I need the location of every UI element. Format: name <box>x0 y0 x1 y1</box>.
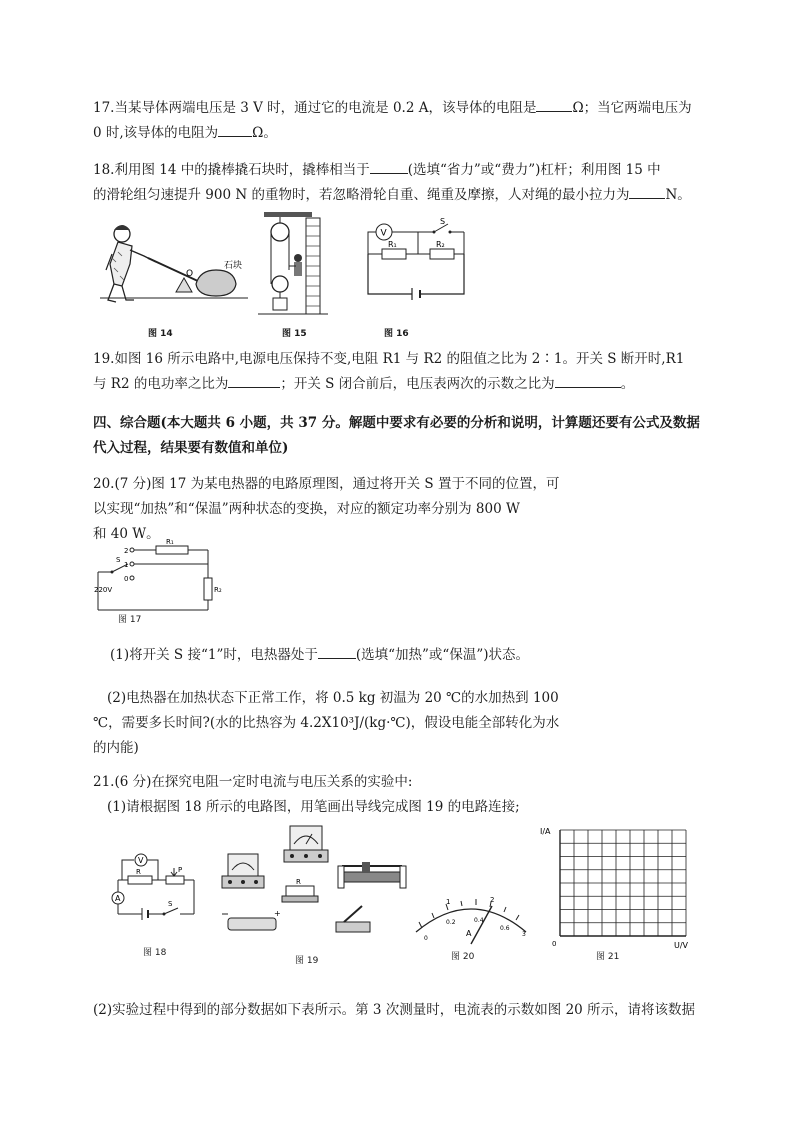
fig18-caption: 图 18 <box>143 948 167 958</box>
q17-text-4: Ω。 <box>252 125 277 141</box>
fig14-stone-label: 石块 <box>224 261 243 271</box>
answer-blank[interactable] <box>228 373 280 388</box>
fig15-caption: 图 15 <box>282 329 307 339</box>
fig20-tick-bottom-2: 0.4 <box>474 917 484 924</box>
figure-21-grid <box>540 822 700 950</box>
fig17-s: S <box>116 556 121 564</box>
q18-text-2: (选填“省力”或“费力”)杠杆；利用图 15 中 <box>407 162 661 178</box>
fig20-unit: A <box>466 929 472 938</box>
fig17-pos1: 1 <box>124 561 129 569</box>
q21-sub-2 <box>93 998 707 1023</box>
question-21 <box>93 770 707 820</box>
svg-text:R: R <box>296 878 301 886</box>
fig17-r1: R₁ <box>166 538 174 546</box>
question-19 <box>93 347 707 397</box>
answer-blank[interactable] <box>318 644 356 659</box>
answer-blank[interactable] <box>629 184 665 199</box>
q20-sub2-text-2: ℃，需要多长时间?(水的比热容为 4.2X10³J/(kg·℃)，假设电能全部转化为水 <box>93 715 560 731</box>
answer-blank[interactable] <box>536 97 572 112</box>
fig20-tick-bottom-0: 0 <box>424 935 428 942</box>
q20-sub1-text-1: (1)将开关 S 接“1”时，电热器处于 <box>110 647 318 663</box>
section-4-line-2: 代入过程，结果要有数值和单位) <box>93 440 289 456</box>
q20-sub1-text-2: (选填“加热”或“保温”)状态。 <box>355 647 529 663</box>
fig21-grid-lines <box>560 830 686 936</box>
fig20-tick-top-1: 2 <box>490 896 495 904</box>
q19-text-1: 19.如图 16 所示电路中,电源电压保持不变,电阻 R1 与 R2 的阻值之比为 2∶1。开关 S 断开时,R1 <box>93 351 685 367</box>
answer-blank[interactable] <box>218 122 252 137</box>
svg-text:+: + <box>274 909 281 918</box>
q20-sub-2 <box>93 686 583 761</box>
fig16-r2: R₂ <box>436 240 445 249</box>
fig20-tick-bottom-3: 0.6 <box>500 925 510 932</box>
figure-16-circuit <box>364 218 468 302</box>
q20-text-2: 以实现“加热”和“保温”两种状态的变换，对应的额定功率分别为 800 W <box>93 501 520 517</box>
fig16-s: S <box>440 218 446 226</box>
question-18 <box>93 158 707 208</box>
q20-text-3: 和 40 W。 <box>93 526 160 542</box>
q20-sub-1 <box>110 643 707 668</box>
fig14-pivot-label: O <box>186 269 194 279</box>
fig17-caption: 图 17 <box>118 615 142 625</box>
fig16-caption: 图 16 <box>384 329 409 339</box>
fig20-tick-top-0: 1 <box>446 898 451 906</box>
q18-text-4: N。 <box>665 187 691 203</box>
q18-text-3: 的滑轮组匀速提升 900 N 的重物时，若忽略滑轮自重、绳重及摩擦，人对绳的最小拉力为 <box>93 187 630 203</box>
fig17-pos2: 2 <box>124 547 129 555</box>
fig19-caption: 图 19 <box>295 956 319 966</box>
q21-text-1: 21.(6 分)在探究电阻一定时电流与电压关系的实验中: <box>93 774 413 790</box>
fig18-a: A <box>115 894 121 903</box>
q19-text-3: ；开关 S 闭合前后，电压表两次的示数之比为 <box>280 376 555 392</box>
fig21-ylabel: I/A <box>540 827 551 836</box>
figure-18-circuit <box>108 852 198 926</box>
section-4-heading <box>93 411 707 461</box>
figure-15-pulley <box>258 210 328 316</box>
fig16-r1: R₁ <box>388 240 397 249</box>
q19-text-4: 。 <box>620 376 635 392</box>
fig18-r: R <box>136 868 141 876</box>
q20-text-1: 20.(7 分)图 17 为某电热器的电路原理图，通过将开关 S 置于不同的位置，可 <box>93 476 560 492</box>
answer-blank[interactable] <box>370 159 408 174</box>
q17-text-2: Ω；当它两端电压为 <box>572 100 692 116</box>
fig18-v: V <box>138 856 144 865</box>
fig21-caption: 图 21 <box>596 952 620 962</box>
fig20-tick-bottom-1: 0.2 <box>446 919 456 926</box>
fig20-tick-bottom-4: 3 <box>522 931 526 938</box>
fig17-voltage: 220V <box>94 586 113 594</box>
fig21-xlabel: U/V <box>674 941 689 950</box>
figure-14-crowbar <box>100 212 250 312</box>
q18-text-1: 18.利用图 14 中的撬棒撬石块时，撬棒相当于 <box>93 162 370 178</box>
figure-17-circuit <box>94 536 224 620</box>
fig20-caption: 图 20 <box>451 952 475 962</box>
q17-text-3: 0 时,该导体的电阻为 <box>93 125 219 141</box>
fig21-origin: 0 <box>552 940 557 948</box>
q19-text-2: 与 R2 的电功率之比为 <box>93 376 229 392</box>
fig17-pos0: 0 <box>124 575 129 583</box>
answer-blank[interactable] <box>555 373 621 388</box>
q21-sub2-text: (2)实验过程中得到的部分数据如下表所示。第 3 次测量时，电流表的示数如图 20 所示，请将该数据 <box>93 1002 696 1018</box>
question-17 <box>93 96 707 146</box>
q17-text-1: 17.当某导体两端电压是 3 V 时，通过它的电流是 0.2 A，该导体的电阻是 <box>93 100 537 116</box>
figure-20-ammeter <box>408 884 534 950</box>
fig17-r2: R₂ <box>214 586 222 594</box>
fig16-v: V <box>380 228 387 239</box>
q20-sub2-text-1: (2)电热器在加热状态下正常工作，将 0.5 kg 初温为 20 ℃的水加热到 100 <box>107 690 559 706</box>
fig18-p: P <box>178 866 183 874</box>
fig18-s: S <box>168 900 173 908</box>
figure-19-apparatus <box>212 822 408 942</box>
q21-text-2: (1)请根据图 18 所示的电路图，用笔画出导线完成图 19 的电路连接; <box>107 799 520 815</box>
q20-sub2-text-3: 的内能) <box>93 740 139 756</box>
fig14-caption: 图 14 <box>148 329 173 339</box>
section-4-line-1: 四、综合题(本大题共 6 小题，共 37 分。解题中要求有必要的分析和说明，计算题还要有公式及数据 <box>93 415 700 431</box>
